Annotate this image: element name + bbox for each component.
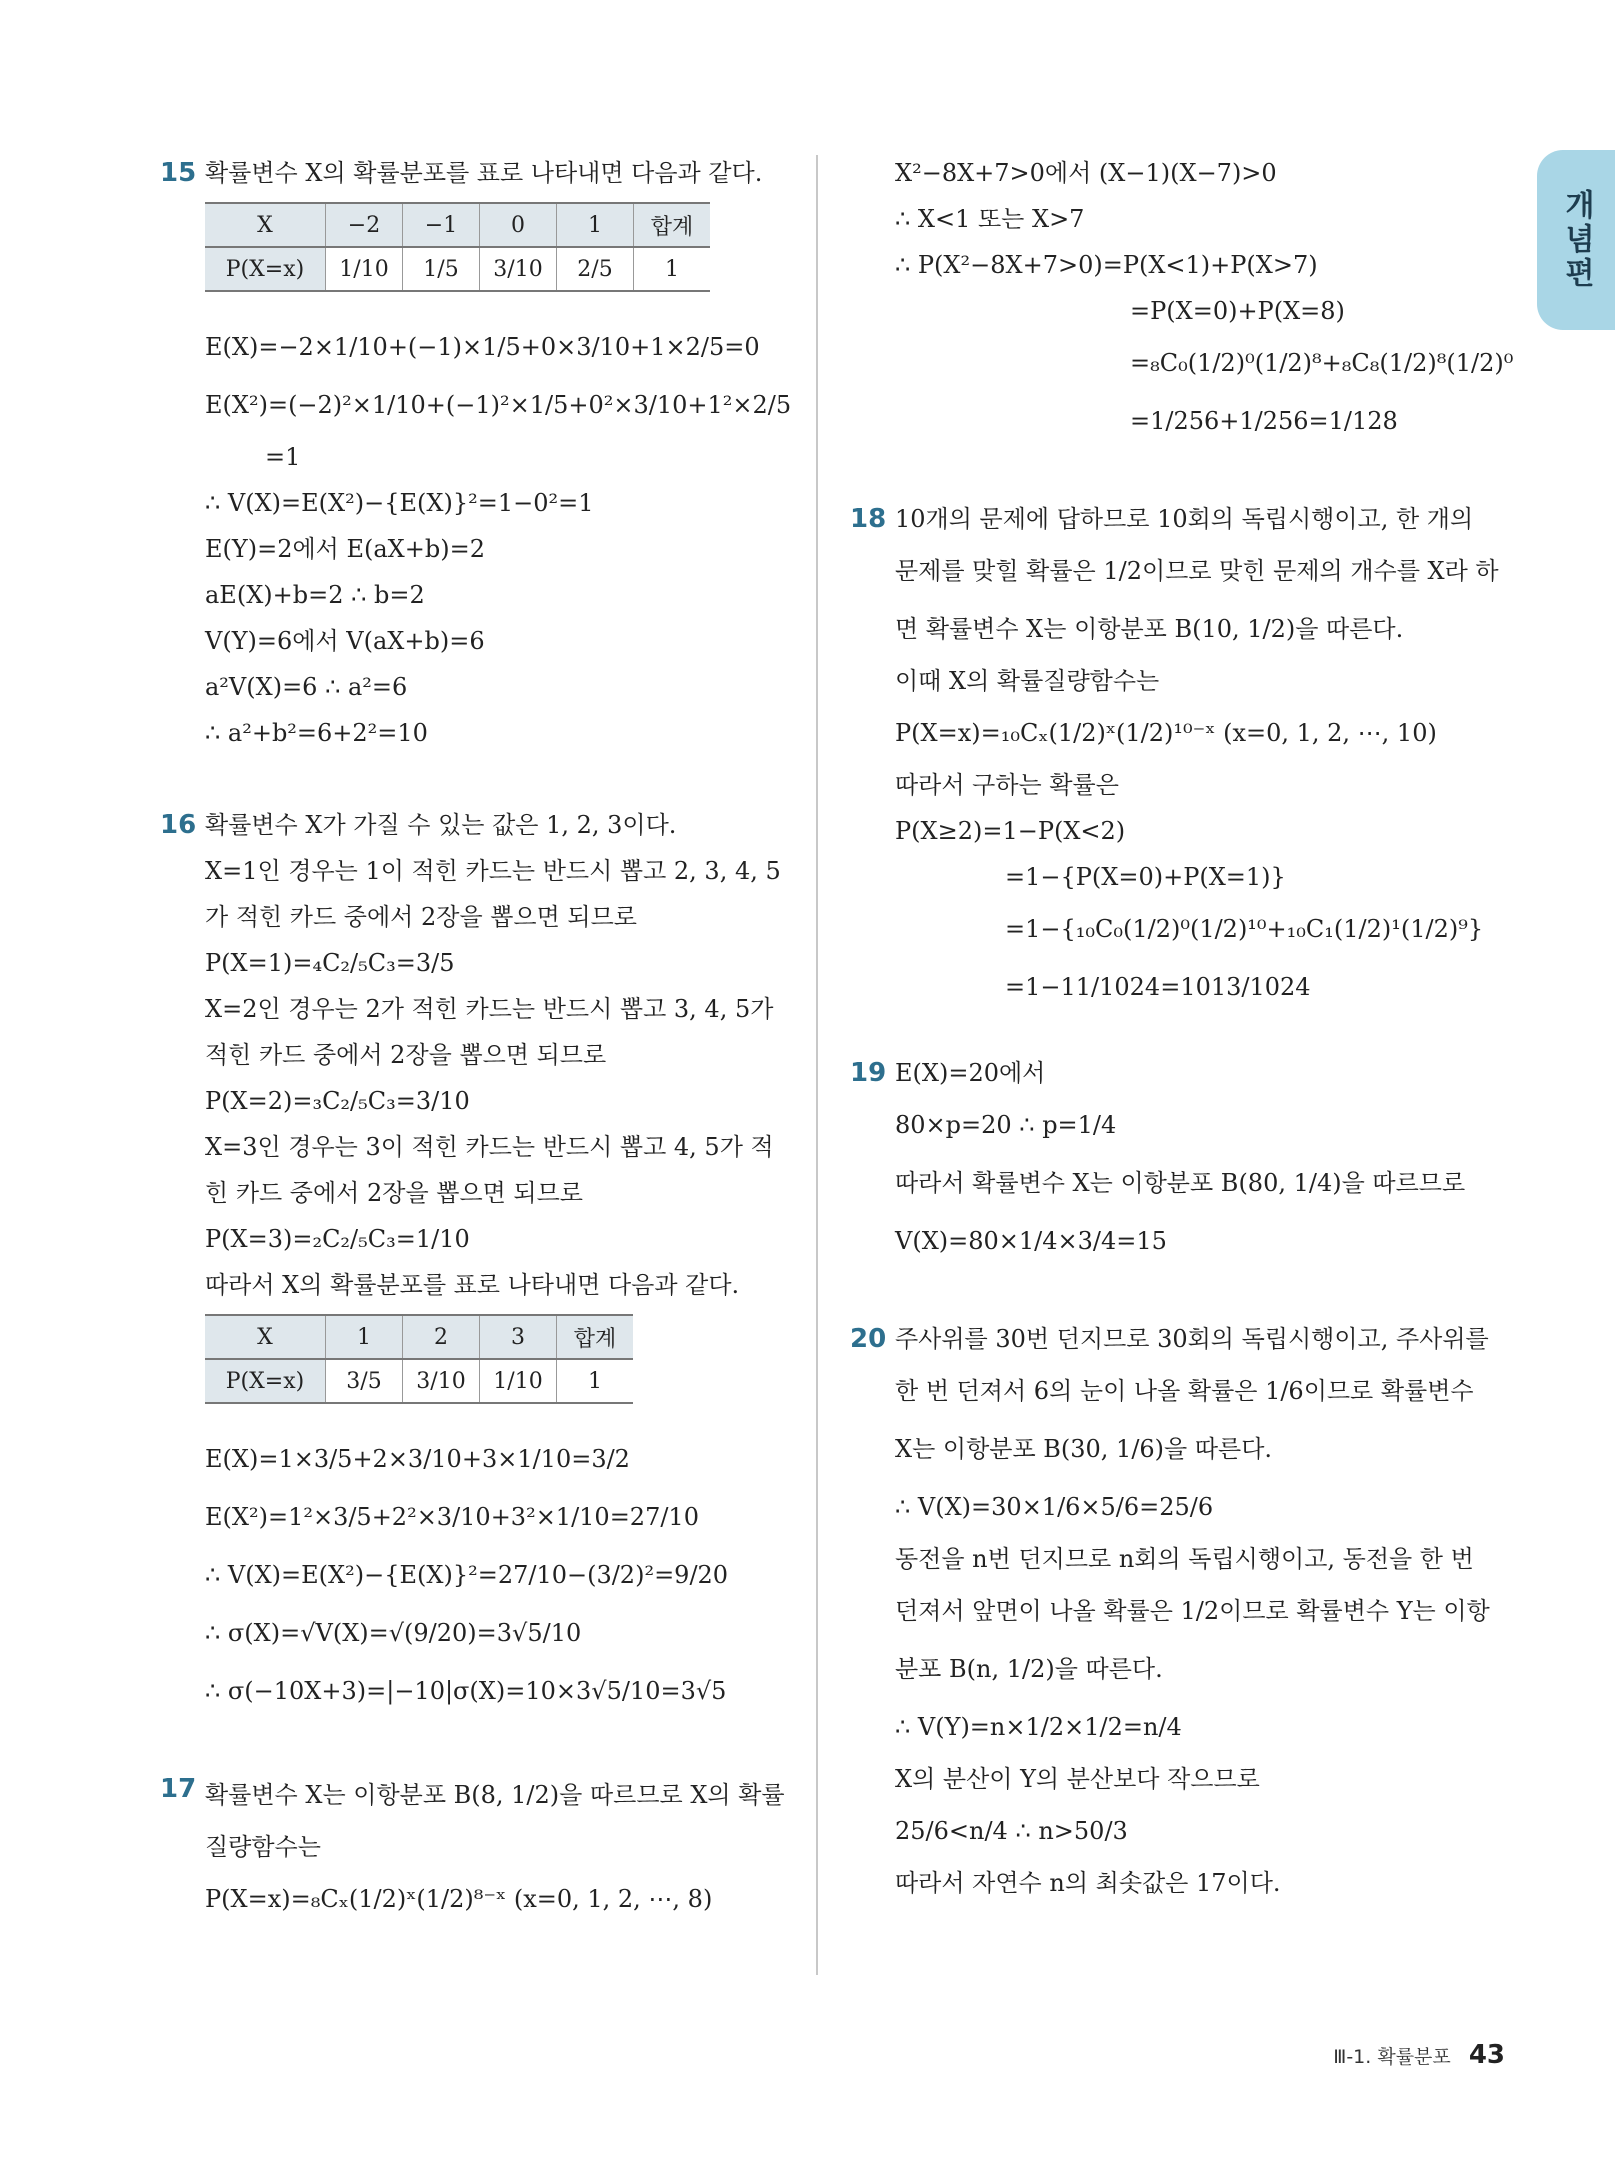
solution-line: E(X)=20에서 bbox=[895, 1059, 1046, 1087]
section-label: Ⅲ-1. 확률분포 bbox=[1333, 2046, 1451, 2068]
solution-line: 문제를 맞힐 확률은 1/2이므로 맞힌 문제의 개수를 X라 하 bbox=[895, 557, 1499, 585]
table-row bbox=[205, 1359, 633, 1403]
solution-line: 10개의 문제에 답하므로 10회의 독립시행이고, 한 개의 bbox=[895, 505, 1474, 533]
distribution-table bbox=[205, 1314, 633, 1404]
solution-line: P(X=x)=₁₀Cₓ(1/2)ˣ(1/2)¹⁰⁻ˣ (x=0, 1, 2, ⋯, 10) bbox=[895, 719, 1437, 747]
solution-line: P(X=2)=₃C₂/₅C₃=3/10 bbox=[205, 1087, 470, 1115]
table-cell: P(X=x) bbox=[205, 247, 326, 291]
solution-line: =P(X=0)+P(X=8) bbox=[1130, 297, 1345, 325]
distribution-table bbox=[205, 202, 710, 292]
table-row bbox=[205, 247, 710, 291]
solution-line: V(X)=80×1/4×3/4=15 bbox=[895, 1227, 1167, 1255]
problem-intro: 확률변수 X가 가질 수 있는 값은 1, 2, 3이다. bbox=[205, 811, 677, 839]
solution-line: ∴ σ(−10X+3)=|−10|σ(X)=10×3√5/10=3√5 bbox=[205, 1677, 727, 1705]
solution-line: 동전을 n번 던지므로 n회의 독립시행이고, 동전을 한 번 bbox=[895, 1545, 1474, 1573]
table-cell: 1 bbox=[557, 203, 634, 247]
problem-number: 18 bbox=[850, 504, 887, 534]
solution-line: P(X≥2)=1−P(X<2) bbox=[895, 817, 1126, 845]
solution-line: 분포 B(n, 1/2)을 따른다. bbox=[895, 1655, 1163, 1683]
solution-line: P(X=x)=₈Cₓ(1/2)ˣ(1/2)⁸⁻ˣ (x=0, 1, 2, ⋯, 8) bbox=[205, 1885, 713, 1913]
table-cell: 0 bbox=[480, 203, 557, 247]
solution-line: ∴ P(X²−8X+7>0)=P(X<1)+P(X>7) bbox=[895, 251, 1318, 279]
solution-line: =1−11/1024=1013/1024 bbox=[1005, 973, 1311, 1001]
solution-line: 한 번 던져서 6의 눈이 나올 확률은 1/6이므로 확률변수 bbox=[895, 1377, 1474, 1405]
table-cell: 3/10 bbox=[480, 247, 557, 291]
solution-line: P(X=3)=₂C₂/₅C₃=1/10 bbox=[205, 1225, 470, 1253]
table-cell: 합계 bbox=[557, 1315, 634, 1359]
problem-19 bbox=[850, 1050, 1480, 1270]
table-cell: 3 bbox=[480, 1315, 557, 1359]
side-tab-label: 개념편 bbox=[1559, 189, 1594, 291]
solution-line: ∴ σ(X)=√V(X)=√(9/20)=3√5/10 bbox=[205, 1619, 582, 1647]
solution-line: 가 적힌 카드 중에서 2장을 뽑으면 되므로 bbox=[205, 903, 637, 931]
solution-line: =1 bbox=[265, 443, 301, 471]
page-footer bbox=[1333, 2040, 1505, 2070]
solution-line: X²−8X+7>0에서 (X−1)(X−7)>0 bbox=[895, 159, 1277, 187]
problem-20 bbox=[850, 1316, 1490, 1906]
solution-line: E(Y)=2에서 E(aX+b)=2 bbox=[205, 535, 485, 563]
problem-16 bbox=[160, 802, 780, 1720]
solution-line: X는 이항분포 B(30, 1/6)을 따른다. bbox=[895, 1435, 1273, 1463]
page-number: 43 bbox=[1468, 2040, 1505, 2070]
solution-line: ∴ a²+b²=6+2²=10 bbox=[205, 719, 428, 747]
problem-number: 16 bbox=[160, 810, 197, 840]
table-cell: 1/10 bbox=[480, 1359, 557, 1403]
table-cell: −2 bbox=[326, 203, 403, 247]
solution-line: X=1인 경우는 1이 적힌 카드는 반드시 뽑고 2, 3, 4, 5 bbox=[205, 857, 781, 885]
problem-17 bbox=[160, 1766, 785, 1928]
solution-line: 따라서 X의 확률분포를 표로 나타내면 다음과 같다. bbox=[205, 1271, 740, 1299]
problem-number: 20 bbox=[850, 1324, 887, 1354]
solution-line: 적힌 카드 중에서 2장을 뽑으면 되므로 bbox=[205, 1041, 607, 1069]
left-column bbox=[160, 150, 792, 1928]
table-cell: 1 bbox=[557, 1359, 634, 1403]
problem-number: 19 bbox=[850, 1058, 887, 1088]
solution-line: E(X)=1×3/5+2×3/10+3×1/10=3/2 bbox=[205, 1445, 630, 1473]
table-cell: 1/10 bbox=[326, 247, 403, 291]
table-header-row bbox=[205, 1315, 633, 1359]
solution-line: =₈C₀(1/2)⁰(1/2)⁸+₈C₈(1/2)⁸(1/2)⁰ bbox=[1130, 349, 1514, 377]
problem-15 bbox=[160, 150, 792, 756]
table-header-row bbox=[205, 203, 710, 247]
solution-line: 주사위를 30번 던지므로 30회의 독립시행이고, 주사위를 bbox=[895, 1325, 1489, 1353]
solution-line: =1−{P(X=0)+P(X=1)} bbox=[1005, 863, 1286, 891]
table-cell: 2/5 bbox=[557, 247, 634, 291]
problem-17-continued bbox=[850, 150, 1514, 450]
problem-number: 15 bbox=[160, 158, 197, 188]
table-cell: −1 bbox=[403, 203, 480, 247]
solution-line: ∴ V(Y)=n×1/2×1/2=n/4 bbox=[895, 1713, 1182, 1741]
problem-intro: 확률변수 X의 확률분포를 표로 나타내면 다음과 같다. bbox=[205, 159, 763, 187]
solution-line: 따라서 구하는 확률은 bbox=[895, 771, 1119, 799]
table-cell: 합계 bbox=[634, 203, 711, 247]
right-column bbox=[850, 150, 1514, 1906]
solution-line: X=3인 경우는 3이 적힌 카드는 반드시 뽑고 4, 5가 적 bbox=[205, 1133, 774, 1161]
table-cell: 1 bbox=[326, 1315, 403, 1359]
solution-line: E(X)=−2×1/10+(−1)×1/5+0×3/10+1×2/5=0 bbox=[205, 333, 760, 361]
solution-line: 확률변수 X는 이항분포 B(8, 1/2)을 따르므로 X의 확률 bbox=[205, 1781, 785, 1809]
solution-line: 힌 카드 중에서 2장을 뽑으면 되므로 bbox=[205, 1179, 583, 1207]
solution-line: V(Y)=6에서 V(aX+b)=6 bbox=[205, 627, 485, 655]
table-cell: X bbox=[205, 1315, 326, 1359]
column-divider bbox=[816, 155, 818, 1975]
solution-line: 면 확률변수 X는 이항분포 B(10, 1/2)을 따른다. bbox=[895, 615, 1404, 643]
solution-line: 이때 X의 확률질량함수는 bbox=[895, 667, 1160, 695]
solution-line: =1−{₁₀C₀(1/2)⁰(1/2)¹⁰+₁₀C₁(1/2)¹(1/2)⁹} bbox=[1005, 915, 1484, 943]
solution-line: E(X²)=1²×3/5+2²×3/10+3²×1/10=27/10 bbox=[205, 1503, 699, 1531]
table-cell: 1 bbox=[634, 247, 711, 291]
solution-line: X의 분산이 Y의 분산보다 작으므로 bbox=[895, 1765, 1260, 1793]
solution-line: E(X²)=(−2)²×1/10+(−1)²×1/5+0²×3/10+1²×2/5 bbox=[205, 391, 792, 419]
side-tab-concept bbox=[1537, 150, 1615, 330]
solution-line: P(X=1)=₄C₂/₅C₃=3/5 bbox=[205, 949, 455, 977]
solution-line: ∴ V(X)=30×1/6×5/6=25/6 bbox=[895, 1493, 1214, 1521]
table-cell: 2 bbox=[403, 1315, 480, 1359]
solution-line: a²V(X)=6 ∴ a²=6 bbox=[205, 673, 408, 701]
solution-line: =1/256+1/256=1/128 bbox=[1130, 407, 1398, 435]
solution-line: 질량함수는 bbox=[205, 1833, 321, 1861]
solution-line: 따라서 확률변수 X는 이항분포 B(80, 1/4)을 따르므로 bbox=[895, 1169, 1466, 1197]
solution-line: ∴ V(X)=E(X²)−{E(X)}²=1−0²=1 bbox=[205, 489, 594, 517]
problem-number: 17 bbox=[160, 1774, 197, 1804]
solution-line: ∴ X<1 또는 X>7 bbox=[895, 205, 1085, 233]
table-cell: X bbox=[205, 203, 326, 247]
solution-line: aE(X)+b=2 ∴ b=2 bbox=[205, 581, 425, 609]
table-cell: 3/5 bbox=[326, 1359, 403, 1403]
solution-line: 따라서 자연수 n의 최솟값은 17이다. bbox=[895, 1869, 1281, 1897]
table-cell: 3/10 bbox=[403, 1359, 480, 1403]
solution-line: 80×p=20 ∴ p=1/4 bbox=[895, 1111, 1117, 1139]
problem-18 bbox=[850, 496, 1499, 1016]
solution-line: ∴ V(X)=E(X²)−{E(X)}²=27/10−(3/2)²=9/20 bbox=[205, 1561, 729, 1589]
solution-line: 25/6<n/4 ∴ n>50/3 bbox=[895, 1817, 1128, 1845]
solution-line: X=2인 경우는 2가 적힌 카드는 반드시 뽑고 3, 4, 5가 bbox=[205, 995, 774, 1023]
table-cell: 1/5 bbox=[403, 247, 480, 291]
table-cell: P(X=x) bbox=[205, 1359, 326, 1403]
solution-line: 던져서 앞면이 나올 확률은 1/2이므로 확률변수 Y는 이항 bbox=[895, 1597, 1490, 1625]
